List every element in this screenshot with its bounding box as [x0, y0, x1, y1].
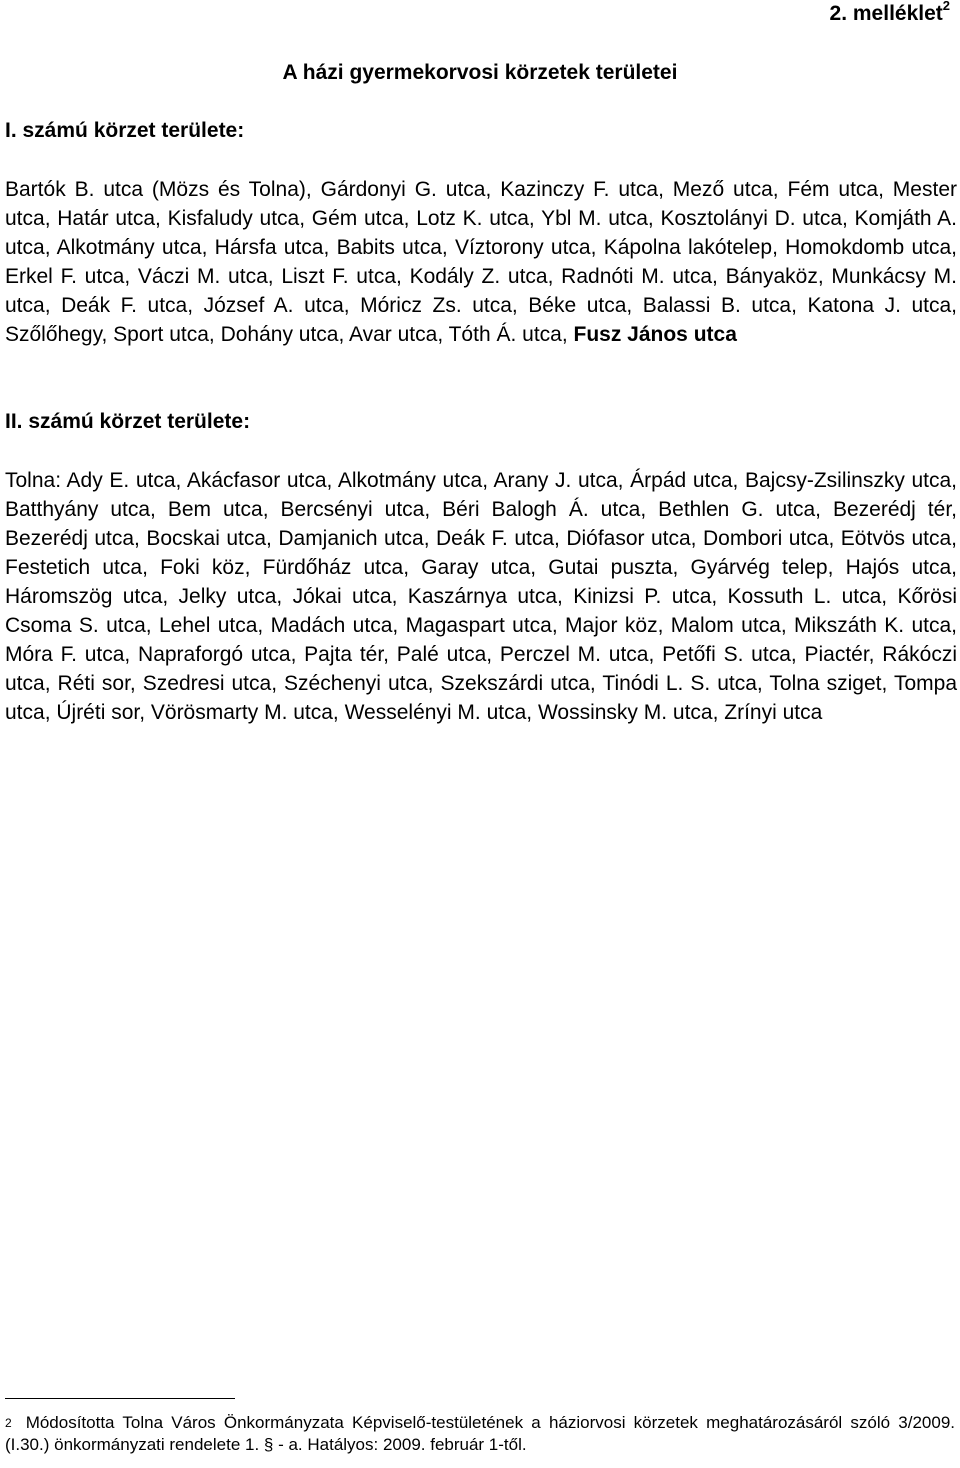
section-1-street-list-bold-end: Fusz János utca	[573, 323, 737, 346]
section-1-heading: I. számú körzet területe:	[5, 119, 245, 142]
footnote-text: Módosította Tolna Város Önkormányzata Képviselő-testületének a háziorvosi körzetek meghatározásáról szóló 3/2009. (I.30.) önkormányzati rendelete 1. § - a. Hatályos: 2009. február 1-től.	[5, 1413, 955, 1454]
footnote-separator	[5, 1398, 235, 1399]
section-2-street-list: Tolna: Ady E. utca, Akácfasor utca, Alkotmány utca, Arany J. utca, Árpád utca, Bajcsy-Zsilinszky utca, Batthyány utca, Bem utca, Bercsényi utca, Béri Balogh Á. utca, Bethlen G. utca, Bezerédj tér, Bezerédj utca, Bocskai utca, Damjanich utca, Deák F. utca, Diófasor utca, Dombori utca, Eötvös utca, Festetich utca, Foki köz, Fürdőház utca, Garay utca, Gutai puszta, Gyárvég telep, Hajós utca, Háromszög utca, Jelky utca, Jókai utca, Kaszárnya utca, Kinizsi P. utca, Kossuth L. utca, Kőrösi Csoma S. utca, Lehel utca, Madách utca, Magaspart utca, Major köz, Malom utca, Mikszáth K. utca, Móra F. utca, Napraforgó utca, Pajta tér, Palé utca, Perczel M. utca, Petőfi S. utca, Piactér, Rákóczi utca, Réti sor, Szedresi utca, Széchenyi utca, Szekszárdi utca, Tinódi L. S. utca, Tolna sziget, Tompa utca, Újréti sor, Vörösmarty M. utca, Wesselényi M. utca, Wossinsky M. utca, Zrínyi utca	[5, 469, 957, 724]
footnote-mark: 2	[5, 1416, 12, 1430]
annex-label	[830, 2, 950, 26]
footnote	[5, 1412, 955, 1456]
section-2-heading: II. számú körzet területe:	[5, 410, 251, 433]
section-1-street-list-text: Bartók B. utca (Mözs és Tolna), Gárdonyi G. utca, Kazinczy F. utca, Mező utca, Fém utca, Mester utca, Határ utca, Kisfaludy utca, Gém utca, Lotz K. utca, Ybl M. utca, Kosztolányi D. utca, Komjáth A. utca, Alkotmány utca, Hársfa utca, Babits utca, Víztorony utca, Kápolna lakótelep, Homokdomb utca, Erkel F. utca, Váczi M. utca, Liszt F. utca, Kodály Z. utca, Radnóti M. utca, Bányaköz, Munkácsy M. utca, Deák F. utca, József A. utca, Móricz Zs. utca, Béke utca, Balassi B. utca, Katona J. utca, Szőlőhegy, Sport utca, Dohány utca, Avar utca, Tóth Á. utca,	[5, 178, 957, 346]
document-title: A házi gyermekorvosi körzetek területei	[282, 61, 678, 84]
footnote-reference: 2	[942, 0, 950, 13]
annex-label-text: 2. melléklet	[829, 2, 943, 25]
section-1-street-list	[5, 175, 957, 349]
